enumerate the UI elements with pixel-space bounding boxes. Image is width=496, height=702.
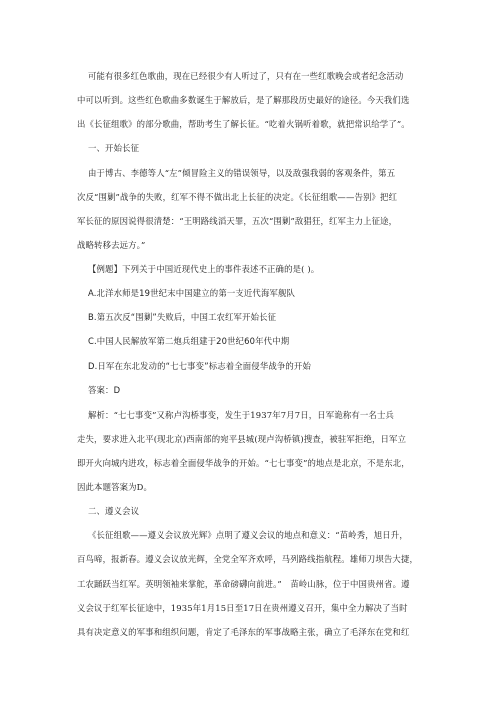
paragraph-line: 工农踊跃当红军。英明领袖来掌舵，革命磅礴向前进。” 苗岭山脉，位于中国贵州省。遵 bbox=[77, 579, 410, 589]
paragraph-line: 次反“围剿”战争的失败，红军不得不做出北上长征的决定。《长征组歌——告别》把红 bbox=[77, 192, 398, 202]
paragraph-line: 可能有很多红色歌曲，现在已经很少有人听过了，只有在一些红歌晚会或者纪念活动 bbox=[88, 71, 404, 81]
section-heading: 二、遵义会议 bbox=[88, 506, 140, 516]
option-a: A.北洋水师是19世纪末中国建立的第一支近代海军舰队 bbox=[88, 288, 296, 298]
section-heading: 一、开始长征 bbox=[88, 143, 140, 153]
analysis-line: 即开火向城内进攻，标志着全面侵华战争的开始。“七七事变”的地点是北京，不是东北， bbox=[77, 458, 410, 468]
option-d: D.日军在东北发动的“七七事变”标志着全面侵华战争的开始 bbox=[88, 361, 311, 371]
paragraph-line: 百鸟啼，报新春。遵义会议放光辉，全党全军齐欢呼，马列路线指航程。雄师刀坝告大捷， bbox=[77, 554, 418, 564]
option-c: C.中国人民解放军第二炮兵组建于20世纪60年代中期 bbox=[88, 336, 290, 346]
paragraph-line: 战略转移去远方。” bbox=[77, 240, 146, 250]
paragraph-line: 具有决定意义的军事和组织问题，肯定了毛泽东的军事战略主张，确立了毛泽东在党和红 bbox=[77, 627, 410, 637]
example-question: 【例题】下列关于中国近现代史上的事件表述不正确的是( )。 bbox=[88, 264, 320, 274]
answer-line: 答案：D bbox=[88, 385, 121, 395]
paragraph-line: 出《长征组歌》的部分歌曲，帮助考生了解长征。“吃着火锅听着歌，就把常识给学了”。 bbox=[77, 119, 410, 129]
paragraph-line: 义会议于红军长征途中，1935年1月15日至17日在贵州遵义召开，集中全力解决了当时 bbox=[77, 603, 408, 613]
paragraph-line: 军长征的原因说得很清楚：“王明路线滔天罪，五次“围剿”敌猖狂，红军主力上征途， bbox=[77, 216, 398, 226]
option-b: B.第五次反“围剿”失败后，中国工农红军开始长征 bbox=[88, 312, 277, 322]
analysis-line: 走失，要求进入北平(现北京)西南部的宛平县城(现卢沟桥镇)搜查，被驻军拒绝，日军立 bbox=[77, 434, 407, 444]
paragraph-line: 《长征组歌——遵义会议放光辉》点明了遵义会议的地点和意义：“苗岭秀，旭日升， bbox=[88, 530, 408, 540]
paragraph-line: 中可以听到。这些红色歌曲多数诞生于解放后，是了解那段历史最好的途径。今天我们选 bbox=[77, 95, 410, 105]
analysis-line: 解析：“七七事变”又称卢沟桥事变，发生于1937年7月7日，日军诡称有一名士兵 bbox=[88, 410, 395, 420]
paragraph-line: 由于博古、李德等人“左”倾冒险主义的错误领导，以及敌强我弱的客观条件，第五 bbox=[88, 168, 396, 178]
analysis-line: 因此本题答案为D。 bbox=[77, 482, 153, 492]
